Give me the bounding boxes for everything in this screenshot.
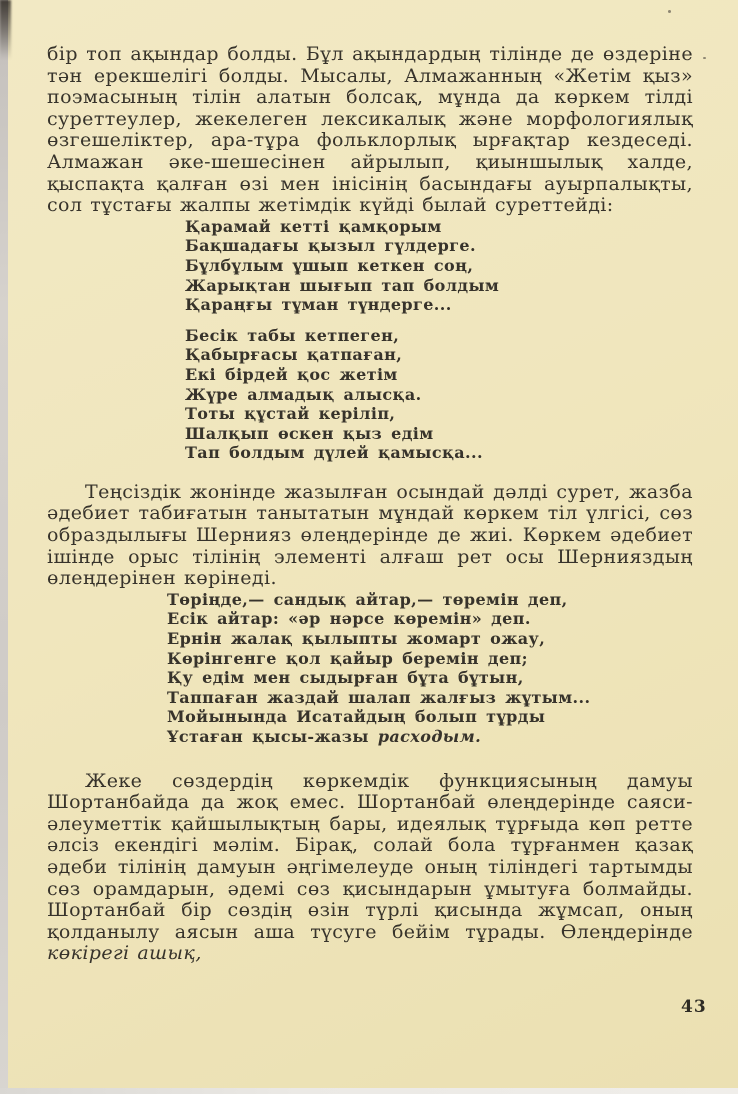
paragraph-2: Теңсіздік жонінде жазылған осындай дәлді сурет, жазба әдебиет табиғатын танытатын мұндай көркем тіл үлгісі, сөз образдылығы Шернияз өлеңдерінде де жиі. Көркем әдебиет ішінде орыс тілінің элементі алғаш рет осы Шернияздың өлеңдерінен көрінеді.: [47, 480, 693, 590]
verse-line: Төріңде,— сандық айтар,— төремін деп,: [167, 589, 568, 609]
page-number: 43: [681, 997, 707, 1017]
verse-line: Ернін жалақ қылыпты жомарт ожау,: [167, 629, 546, 649]
page-content: [47, 44, 693, 965]
verse-line: Мойынында Исатайдың болып тұрды: [167, 707, 546, 727]
scan-top-left-shadow: [0, 0, 11, 60]
verse-line: Бұлбұлым ұшып кеткен соң,: [185, 255, 474, 275]
paragraph-3-italic-phrase: көкірегі ашық,: [47, 942, 202, 965]
verse-block-1: [185, 217, 693, 315]
verse-block-3: [167, 590, 693, 747]
verse-line-with-italic: [167, 727, 693, 747]
verse-line-italic-word: расходым.: [377, 727, 482, 746]
verse-line: Есік айтар: «әр нәрсе көремін» деп.: [167, 609, 531, 629]
verse-line: Бақшадағы қызыл гүлдерге.: [185, 236, 476, 256]
paragraph-1: бір топ ақындар болды. Бұл ақындардың тілінде де өздеріне тән ерекшелігі болды. Мысалы, Алмажанның «Жетім қыз» поэмасының тілін алатын болсақ, мұнда да көркем тілді суреттеулер, жекелеген лексикалық және морфологиялық өзгешеліктер, ара-тұра фольклорлық ырғақтар кездеседі. Алмажан әке-шешесінен айрылып, қиыншылық халде, қыспақта қалған өзі мен інісінің басындағы ауырпалықты, сол тұстағы жалпы жетімдік күйді былай суреттейді:: [47, 43, 693, 217]
verse-line: Шалқып өскен қыз едім: [185, 423, 434, 443]
verse-line: Тоты құстай керіліп,: [185, 404, 396, 424]
verse-line-plain: Ұстаған қысы-жазы: [167, 727, 378, 746]
scan-bottom-edge: [0, 1088, 738, 1094]
verse-block-2: [185, 326, 693, 463]
scan-speck: [703, 57, 706, 59]
verse-line: Екі бірдей қос жетім: [185, 364, 398, 384]
verse-line: Көрінгенге қол қайыр беремін деп;: [167, 648, 528, 668]
verse-line: Тап болдым дүлей қамысқа...: [185, 443, 483, 463]
verse-line: Жарықтан шығып тап болдым: [185, 275, 500, 295]
verse-line: Таппаған жаздай шалап жалғыз жұтым...: [167, 687, 591, 707]
scan-left-edge: [0, 0, 8, 1094]
verse-line: Қабырғасы қатпаған,: [185, 345, 403, 365]
verse-line: Жүре алмадық алысқа.: [185, 384, 422, 404]
verse-line: Қараңғы тұман түндерге...: [185, 295, 452, 315]
verse-line: Қарамай кетті қамқорым: [185, 216, 442, 236]
verse-line: Бесік табы кетпеген,: [185, 325, 400, 345]
paragraph-3-text: Жеке сөздердің көркемдік функциясының дамуы Шортанбайда да жоқ емес. Шортанбай өлеңдерінде саяси-әлеуметтік қайшылықтың бары, идеялық тұрғыда көп ретте әлсіз екендігі мәлім. Бірақ, солай бола тұрғанмен қазақ әдеби тілінің дамуын әңгімелеуде оның тіліндегі тартымды сөз орамдарын, әдемі сөз қисындарын ұмытуға болмайды. Шортанбай бір сөздің өзін түрлі қисында жұмсап, оның қолданылу аясын аша түсуге бейім тұрады. Өлеңдерінде: [47, 769, 693, 943]
paragraph-3: [47, 771, 693, 965]
verse-line: Қу едім мен сыдырған бұта бұтын,: [167, 668, 524, 688]
scan-speck: [668, 10, 671, 13]
